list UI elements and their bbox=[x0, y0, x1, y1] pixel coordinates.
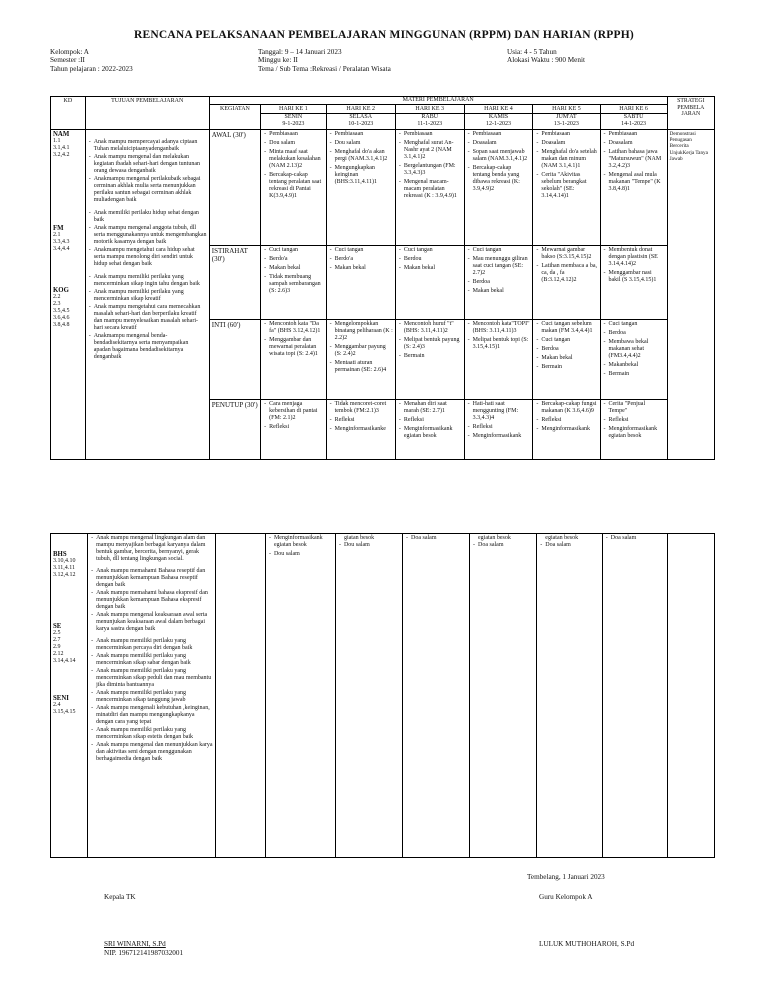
kd-item: 2.3 bbox=[53, 301, 61, 307]
activity-item: - Menginformasikank egiatan besok bbox=[404, 426, 462, 440]
kd-head: SENI bbox=[53, 695, 69, 702]
activity-item: - Menggambar dan mewarnai peralatan wisata topi (S: 2.4)1 bbox=[269, 337, 323, 358]
kegiatan-label: PENUTUP (30') bbox=[209, 400, 260, 460]
activity-item: - Cerita "Akivitas sebelum berangkat sekolah" (SE: 3.14,4.14)1 bbox=[541, 172, 597, 200]
tujuan-item: - Anak mampu mengenal dan menunjukkan karya dan aktivitas seni dengan menggunakan berhagaimedia dengan baik bbox=[96, 742, 213, 763]
kd-cell bbox=[51, 534, 88, 858]
kd-header: KD bbox=[51, 97, 86, 130]
kd-item: 3.11,4.11 bbox=[53, 565, 76, 571]
activity-cell bbox=[600, 400, 667, 460]
day-header bbox=[600, 105, 667, 130]
activity-item: - Sopan saat menjawab salam (NAM.3.1,4.1)2 bbox=[473, 149, 531, 163]
day-date: 12-1-2023 bbox=[485, 121, 511, 127]
activity-item: - Bermain bbox=[609, 371, 665, 378]
activity-item: - Refleksi bbox=[541, 417, 597, 424]
usia: Usia: 4 - 5 Tahun bbox=[507, 48, 557, 56]
activity-cell bbox=[261, 320, 326, 400]
activity-item: - Menghafal do'a akan pergi (NAM.3.1,4.1)2 bbox=[335, 149, 393, 163]
activity-item: - Menginformasikank egiatan besok bbox=[609, 426, 665, 440]
info-middle bbox=[258, 48, 391, 73]
activity-item: - Cerita "Penjual Tempe" bbox=[609, 401, 665, 415]
tujuan-header: TUJUAN PEMBELAJARAN bbox=[85, 97, 209, 130]
activity-item: - Tidak membuang sampah sembarangan (S: 2.6)3 bbox=[269, 274, 323, 295]
kd-item: 2.9 bbox=[53, 644, 61, 650]
tujuan-item: - Anak mampu mengenali kebutuhan ,keinginan, minatdiri dan mampu mengungkapkanya dengan cara yang tepat bbox=[96, 705, 213, 726]
kd-item: 2.1 bbox=[53, 232, 61, 238]
tujuan-item: - Anak mampu memiliki perilaku yang mencerminkan sikap peduli dan mau membantu jika diminta bantuannya bbox=[96, 668, 213, 689]
activity-item: - Mau menunggu giliran saat cuci tangan (SE: 2.7)2 bbox=[473, 256, 531, 277]
activity-item: - Dou salam bbox=[269, 140, 323, 147]
activity-cell bbox=[261, 130, 326, 246]
activity-item: - Membawa bekal makanan sehat (FM3.4,4.4)2 bbox=[609, 339, 665, 360]
strategi-header: STRATEGI PEMBELA JARAN bbox=[667, 97, 714, 130]
activity-cell bbox=[537, 534, 602, 858]
kd-item: 3.2,4.2 bbox=[53, 152, 70, 158]
semester: Semester :II bbox=[50, 56, 85, 65]
activity-cell bbox=[600, 320, 667, 400]
activity-item: - Tidak mencoret-coret tembok (FM:2.1)3 bbox=[335, 401, 393, 415]
activity-item: - Makan bekal bbox=[404, 265, 462, 272]
info-right bbox=[507, 48, 585, 65]
activity-item: - Makanbekal bbox=[609, 362, 665, 369]
kd-item: 2.4 bbox=[53, 702, 61, 708]
activity-item: - Bermain bbox=[404, 353, 462, 360]
kd-block bbox=[53, 287, 83, 329]
activity-cell bbox=[533, 130, 600, 246]
activity-item: - Doa salam bbox=[545, 542, 599, 549]
day-number: HARI KE 5 bbox=[552, 106, 581, 112]
day-name: SENIN bbox=[261, 113, 325, 121]
activity-cell bbox=[326, 400, 395, 460]
kegiatan-label: INTI (60') bbox=[209, 320, 260, 400]
kd-item: 1.1 bbox=[53, 138, 61, 144]
activity-item: - Pembiasaan bbox=[335, 131, 393, 138]
tujuan-item: - Anakmampu mengenal benda-bendadisekitarnya serta menyampaikan apadan bagaimana bendadisekitarnya denganbaik bbox=[94, 333, 207, 361]
activity-item: - Menggambar payung (S: 2.4)2 bbox=[335, 344, 393, 358]
activity-item: - Cuci tangan bbox=[269, 247, 323, 254]
activity-item: - Makan bekal bbox=[335, 265, 393, 272]
activity-item: - Bercakap-cakap tentang peralatan saat rekreasi di Pantai K(3.9,4.9)1 bbox=[269, 172, 323, 200]
tujuan-item: - Anak mampu memiliki perilaku yang mencerminkan sikap estetis dengan baik bbox=[96, 727, 213, 741]
tujuan-item: - Anak mampu mengenal lingkungan alam dan mampu menyajikan berbagai karyanya dalam bentuk gambar, bercerita, bernyanyi, gerak tubuh, dll tentang lingkungan social. bbox=[96, 535, 213, 563]
activity-item: - Menginformasikanke bbox=[335, 426, 393, 433]
kd-block bbox=[53, 623, 85, 665]
kegiatan-label: AWAL (30') bbox=[209, 130, 260, 246]
kd-head: KOG bbox=[53, 287, 69, 294]
activity-item: - Pembiasaan bbox=[269, 131, 323, 138]
kd-block bbox=[53, 695, 85, 716]
activity-item: - Refleksi bbox=[269, 424, 323, 431]
right-signatory-name: LULUK MUTHOHAROH, S.Pd bbox=[539, 940, 635, 948]
kd-head: SE bbox=[53, 623, 62, 630]
day-date: 10-1-2023 bbox=[348, 121, 374, 127]
tema: Tema / Sub Tema :Rekreasi / Peralatan Wisata bbox=[258, 64, 391, 73]
kd-item: 3.6,4.6 bbox=[53, 315, 70, 321]
tahun-pelajaran: Tahun pelajaran : 2022-2023 bbox=[50, 64, 133, 73]
activity-cell bbox=[533, 246, 600, 320]
kd-item: 3.1,4.1 bbox=[53, 145, 70, 151]
activity-item: - Melipat bentuk payung (S: 2.4)3 bbox=[404, 337, 462, 351]
alokasi-waktu: Alokasi Waktu : 900 Menit bbox=[507, 56, 585, 65]
info-left bbox=[50, 48, 133, 73]
activity-item: - Minta maaf saat melakukan kesalahan (NAM 2.13)2 bbox=[269, 149, 323, 170]
tujuan-item: - Anak mampu memiliki perilaku yang mencerminkan sikap tanggung jawab bbox=[96, 690, 213, 704]
tujuan-item: - Anakmampu mengetahui cara hidup sehat serta mampu menolong diri sendiri untuk hidup sehat dengan baik bbox=[94, 247, 207, 268]
kd-item: 3.15,4.15 bbox=[53, 709, 76, 715]
activity-cell bbox=[464, 400, 533, 460]
activity-cell bbox=[464, 130, 533, 246]
day-header bbox=[326, 105, 395, 130]
activity-item: - Dou salam bbox=[335, 140, 393, 147]
activity-item: - Bercakap-cakap tentang benda yang dibawa rekreasi (K: 3.9,4.9)2 bbox=[473, 165, 531, 193]
activity-item: - Cuci tangan bbox=[541, 337, 597, 344]
activity-item: - Pembiasaan bbox=[541, 131, 597, 138]
activity-item: egiatan besok bbox=[478, 535, 511, 541]
strategi-text: Demonstrasi Penugasan Bercerita UnjukKerja Tanya Jawab bbox=[669, 131, 708, 162]
kd-item: 3.12,4.12 bbox=[53, 572, 76, 578]
day-date: 11-1-2023 bbox=[417, 121, 443, 127]
kd-head: BHS bbox=[53, 551, 67, 558]
activity-item: - Berdoa bbox=[473, 279, 531, 286]
day-date: 14-1-2023 bbox=[621, 121, 647, 127]
day-date: 9-1-2023 bbox=[282, 121, 305, 127]
strategi-cell-empty bbox=[667, 534, 714, 858]
materi-header: MATERI PEMBELAJARAN bbox=[209, 97, 667, 105]
activity-item: - Refleksi bbox=[404, 417, 462, 424]
day-number: HARI KE 1 bbox=[279, 106, 308, 112]
activity-item: - Cuci tangan bbox=[609, 321, 665, 328]
tujuan-item: - Anak memiliki perilaku hidup sehat dengan baik bbox=[94, 210, 207, 224]
activity-cell bbox=[600, 130, 667, 246]
tujuan-item: - Anak mampu mengenal dan melakukan kegiatan ibadah sehari-hari dengan tuntunan orang dewasa denganbaik bbox=[94, 154, 207, 175]
tujuan-item: - Anak mampu mengenal anggota tubuh, dll serta menggunakannya untuk mengembangkan motorik kasarnya dengan baik bbox=[94, 225, 207, 246]
kd-block bbox=[53, 551, 85, 579]
kd-item: 3.5,4.5 bbox=[53, 308, 70, 314]
activity-item: - Berdo'a bbox=[269, 256, 323, 263]
activity-cell bbox=[533, 320, 600, 400]
activity-item: - Dou salam bbox=[274, 551, 333, 558]
kd-head: NAM bbox=[53, 131, 70, 138]
day-header bbox=[261, 105, 326, 130]
activity-item: - Cuci tangan bbox=[335, 247, 393, 254]
kd-block bbox=[53, 131, 83, 159]
day-date: 13-1-2023 bbox=[553, 121, 579, 127]
day-header bbox=[464, 105, 533, 130]
kd-item: 2.2 bbox=[53, 294, 61, 300]
left-role: Kepala TK bbox=[104, 893, 136, 901]
minggu: Minggu ke: II bbox=[258, 56, 298, 65]
kegiatan-label: ISTIRAHAT (30') bbox=[209, 246, 260, 320]
activity-item: - Berdoa bbox=[609, 330, 665, 337]
activity-item: egiatan besok bbox=[545, 535, 579, 541]
day-number: HARI KE 3 bbox=[415, 106, 445, 112]
activity-item: - Mengungkapkan keinginan (BHS:3.11,4.11)1 bbox=[335, 165, 393, 186]
kd-item: 3.3,4.3 bbox=[53, 239, 70, 245]
tujuan-item: - Anak mampu memahami Bahasa reseptif dan menunjukkan kemampuan Bahasa reseptif dengan baik bbox=[96, 568, 213, 589]
tujuan-item: - Anak mampu memiliki perilaku yang mencerminkan percaya diri dengan baik bbox=[96, 638, 213, 652]
activity-item: - Mencontoh kata"TOPI" (BHS: 3.11,4.11)3 bbox=[473, 321, 531, 335]
kd-item: 2.12 bbox=[53, 651, 64, 657]
tujuan-item: - Anak mampu mempercayai adanya ciptaan Tuhan melaluiciptaanyadenganbaik bbox=[94, 139, 207, 153]
kd-block bbox=[53, 225, 83, 253]
activity-item: - Berdou bbox=[404, 256, 462, 263]
activity-cell bbox=[335, 534, 402, 858]
activity-item: - Bergelantungan (FM: 3.3,4.3)3 bbox=[404, 163, 462, 177]
right-role: Guru Kelompok A bbox=[539, 893, 593, 901]
activity-item: - Pembiasaan bbox=[404, 131, 462, 138]
activity-item: - Menginformasikank bbox=[473, 433, 531, 440]
tujuan-cell bbox=[85, 130, 209, 460]
activity-item: - Pembiasaan bbox=[473, 131, 531, 138]
tujuan-item: - Anak mampu mengenal keaksaraan awal serta menunjukan keaksaraan awal dalam berbagai karya sastra dengan baik bbox=[96, 612, 213, 633]
activity-cell bbox=[600, 246, 667, 320]
activity-cell bbox=[326, 320, 395, 400]
activity-item: - Cuci tangan bbox=[473, 247, 531, 254]
activity-cell bbox=[261, 400, 326, 460]
day-name: RABU bbox=[396, 113, 464, 121]
tujuan-item: - Anak mampu memiliki perilaku yang mencerminkan sikap ingin tahu dengan baik bbox=[94, 274, 207, 288]
activity-item: - Bercakap-cakap fungsi makanan (K 3.6,4.6)9 bbox=[541, 401, 597, 415]
activity-item: - Doa salam bbox=[411, 535, 467, 542]
activity-cell bbox=[533, 400, 600, 460]
left-signatory-nip: NIP. 196712141987032001 bbox=[104, 949, 184, 957]
day-name: SABTU bbox=[601, 113, 667, 121]
left-signatory-name: SRI WINARNI, S.Pd bbox=[104, 940, 166, 948]
activity-item: - Cuci tangan bbox=[404, 247, 462, 254]
activity-cell bbox=[395, 320, 464, 400]
activity-item: - Makan bekal bbox=[269, 265, 323, 272]
activity-item: - Menahan diri saat marah (SE: 2.7)1 bbox=[404, 401, 462, 415]
activity-item: - Berdoa bbox=[541, 346, 597, 353]
kd-cell bbox=[51, 130, 86, 460]
activity-item: - Latihan membaca a ba, ca, da , fa (B:3.12,4.12)2 bbox=[541, 263, 597, 284]
activity-item: - Doasalam bbox=[609, 140, 665, 147]
place-date: Tembelang, 1 Januari 2023 bbox=[527, 873, 605, 881]
activity-cell bbox=[464, 320, 533, 400]
activity-item: - Hati-hati saat menggunting (FM: 3.3,4.3)4 bbox=[473, 401, 531, 422]
kd-item: 3.4,4.4 bbox=[53, 246, 70, 252]
kd-item: 2.7 bbox=[53, 637, 61, 643]
activity-item: - Refleksi bbox=[609, 417, 665, 424]
activity-item: - Makan bekal bbox=[473, 288, 531, 295]
activity-item: - Pembiasaan bbox=[609, 131, 665, 138]
activity-item: - Refleksi bbox=[473, 424, 531, 431]
activity-cell bbox=[395, 130, 464, 246]
kd-item: 3.10,4.10 bbox=[53, 558, 76, 564]
tujuan-item: - Anak mampu memiliki perilaku yang mencerminkan sikap sabar dengan baik bbox=[96, 653, 213, 667]
activity-item: - Mengenal macam-macam peralatan rekreasi (K : 3.9,4.9)1 bbox=[404, 179, 462, 200]
day-name: KAMIS bbox=[465, 113, 533, 121]
activity-item: - Doasalam bbox=[473, 140, 531, 147]
kegiatan-label-empty bbox=[216, 534, 266, 858]
day-name: JUM'AT bbox=[533, 113, 599, 121]
activity-item: - Bermain bbox=[541, 364, 597, 371]
kegiatan-header: KEGIATAN bbox=[209, 105, 260, 130]
activity-item: - Cuci tangan sebelum makan (FM 3.4,4.4)1 bbox=[541, 321, 597, 335]
activity-cell bbox=[261, 246, 326, 320]
kd-item: 3.8,4.8 bbox=[53, 322, 70, 328]
activity-item: - Mencontoh huruf "t" (BHS: 3.11,4.11)2 bbox=[404, 321, 462, 335]
page-title: RENCANA PELAKSANAAN PEMBELAJARAN MINGGUNAN (RPPM) DAN HARIAN (RPPH) bbox=[134, 29, 634, 41]
activity-item: - Menghafal do'a setelah makan dan minum (NAM 3.1,4.1)1 bbox=[541, 149, 597, 170]
kd-item: 3.14,4.14 bbox=[53, 658, 76, 664]
tujuan-item: - Anak mampu memiliki perilaku yang mencerminkan sikap kreatif bbox=[94, 289, 207, 303]
activity-item: - Doasalam bbox=[541, 140, 597, 147]
tujuan-cell bbox=[88, 534, 216, 858]
activity-item: - Mentaati aturan permainan (SE: 2.6)4 bbox=[335, 360, 393, 374]
activity-cell bbox=[326, 246, 395, 320]
activity-item: - Mencontoh kata "Da fa" (BHS 3.12,4.12)1 bbox=[269, 321, 323, 335]
rppm-table-continued bbox=[50, 533, 715, 858]
day-number: HARI KE 4 bbox=[484, 106, 513, 112]
activity-item: - Menginformasikank egiatan besok bbox=[274, 535, 333, 549]
activity-item: - Refleksi bbox=[335, 417, 393, 424]
kd-head: FM bbox=[53, 225, 64, 232]
day-number: HARI KE 6 bbox=[619, 106, 648, 112]
activity-item: giatan besok bbox=[343, 535, 375, 541]
activity-item: - Doa salam bbox=[611, 535, 665, 542]
tujuan-item: - Anak mampu memahami bahasa ekspresif dan menunjukkan kemampuan Bahasa ekspresif dengan baik bbox=[96, 590, 213, 611]
activity-item: - Menggambar nasi bakil (S 3.15,4.15)1 bbox=[609, 270, 665, 284]
rppm-table bbox=[50, 96, 715, 460]
kelompok: Kelompok: A bbox=[50, 48, 89, 56]
activity-cell bbox=[265, 534, 335, 858]
activity-item: - Dou salam bbox=[344, 542, 400, 549]
activity-item: - Cara menjaga kebersihan di pantai (FM: 2.1)2 bbox=[269, 401, 323, 422]
activity-cell bbox=[395, 246, 464, 320]
strategi-cell bbox=[667, 130, 714, 460]
activity-cell bbox=[602, 534, 667, 858]
kd-item: 2.5 bbox=[53, 630, 61, 636]
activity-cell bbox=[464, 246, 533, 320]
activity-item: - Latihan bahasa jawa "Matursuwun" (NAM 3.2,4.2)3 bbox=[609, 149, 665, 170]
activity-cell bbox=[470, 534, 537, 858]
activity-item: - Makan bekal bbox=[541, 355, 597, 362]
activity-item: - Mengenal asal mula makanan "Tempe" (K 3.8,4.8)1 bbox=[609, 172, 665, 193]
day-name: SELASA bbox=[327, 113, 395, 121]
activity-item: - Membentuk donat dengan plastisin (SE 3.14,4.14)2 bbox=[609, 247, 665, 268]
activity-item: - Doa salam bbox=[478, 542, 534, 549]
day-number: HARI KE 2 bbox=[346, 106, 376, 112]
activity-item: - Menginformasikank bbox=[541, 426, 597, 433]
activity-item: - Mewarnai gambar bakso (S:3.15,4.15)2 bbox=[541, 247, 597, 261]
activity-item: - Berdo'a bbox=[335, 256, 393, 263]
activity-item: - Menghafal surat An-Nashr ayat 2 (NAM 3.1,4.1)2 bbox=[404, 140, 462, 161]
tanggal: Tanggal: 9 – 14 Januari 2023 bbox=[258, 48, 342, 56]
tujuan-item: - Anakmampu mengenal perilakubaik sebagai cerminan akhlak mulia serta menunjukkan perilaku santun sebagai cerminan akhlak muliadengan baik bbox=[94, 176, 207, 204]
tujuan-item: - Anak mampu mengetahui cara memecahkan masalah sehari-hari dan berperilaku kreatif dan mampu menyelesaikan masalah sehari-hari secara kreatif bbox=[94, 304, 207, 332]
day-header bbox=[533, 105, 600, 130]
day-header bbox=[395, 105, 464, 130]
activity-cell bbox=[403, 534, 470, 858]
activity-item: - Mengelompokkan binatang peliharaan (K : 2.2)2 bbox=[335, 321, 393, 342]
activity-item: - Melipat bentuk topi (S: 3.15,4.15)1 bbox=[473, 337, 531, 351]
activity-cell bbox=[395, 400, 464, 460]
activity-cell bbox=[326, 130, 395, 246]
